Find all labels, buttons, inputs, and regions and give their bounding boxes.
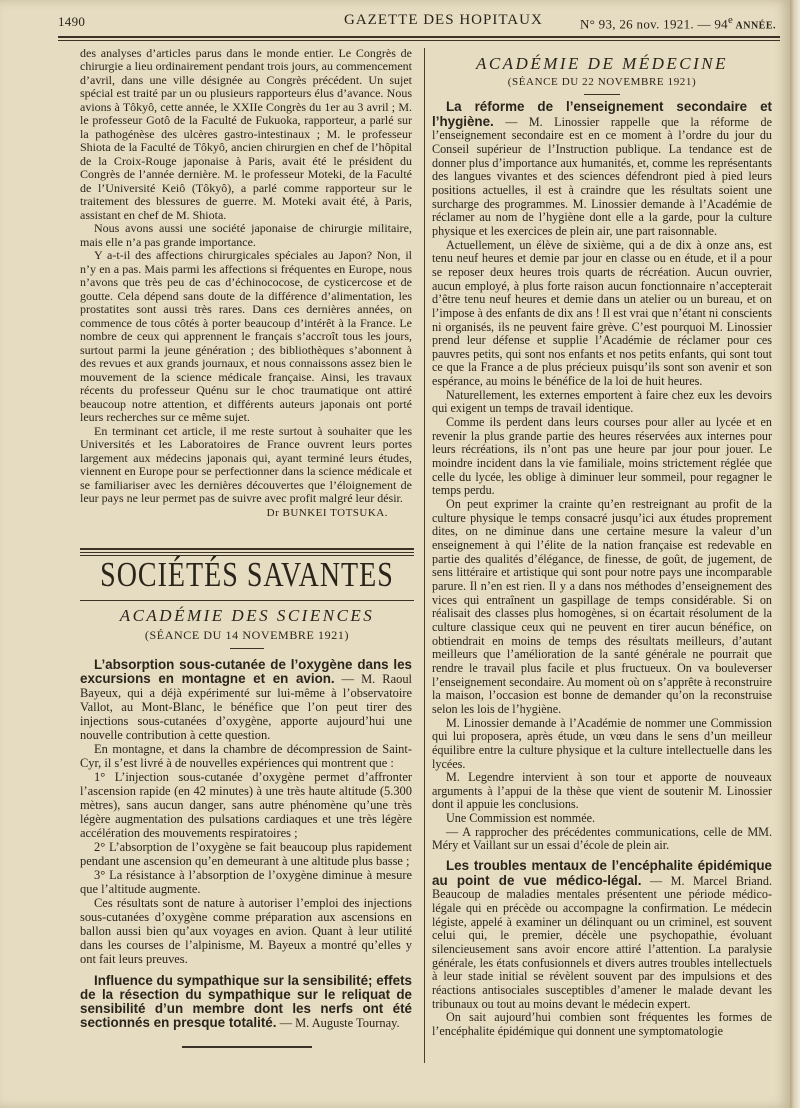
issue-year-label: ANNÉE. bbox=[733, 20, 776, 32]
paragraph: Nous avons aussi une société japonaise de chirurgie militaire, mais elle n’a pas grande importance. bbox=[80, 221, 412, 249]
issue-suffix: e bbox=[727, 14, 734, 26]
paragraph: Y a-t-il des affections chirurgicales spéciales au Japon? Non, il n’y en a pas. Mais parmi les affections si fréquentes en Europe, nous n’avons que très peu de cas d’échinococose, de cysticercose et de goutte. Cela dépend sans doute de la différence d’alimentation, les prostatites sont aussi très rares. Dans ces dernières années, on commence de tous côtés à porter beaucoup d’intérêt à la France. Le nombre de ceux qui apprennent le français s’accroît tous les jours, surtout parmi la jeune génération ; des bibliothèques s’abonnent à des revues et aux grands journaux, et nous connaissons assez bien le mouvement de la science médicale française. Ainsi, les travaux récents du professeur Quénu sur le choc traumatique ont attiré beaucoup notre attention, et différents auteurs japonais ont porté leurs recherches sur ce même sujet. bbox=[80, 248, 412, 425]
paragraph: M. Linossier demande à l’Académie de nommer une Commission qui lui proposera, après étude, un vœu dans le sens d’un meilleur équilibre entre la culture physique et la culture intellectuelle dans les lycées. bbox=[432, 715, 772, 771]
article-paragraph: La réforme de l’enseignement secondaire et l’hygiène. — M. Linossier rappelle que la réforme de l’enseignement secondaire est en ce moment à l’ordre du jour du Conseil supérieur de l’Instruction publique. La tendance est de donner plus d’importance aux humanités, et, comme les représentants des langues vivantes et des sciences défendront pied à pied leurs positions actuelles, il est à craindre que les résultats soient une surcharge des programmes. M. Linossier demande à l’Académie de réclamer au nom de l’hygiène dont elle a la garde, pour la culture physique et les exercices de plein air, une part raisonnable. bbox=[432, 99, 772, 238]
paragraph: En montagne, et dans la chambre de décompression de Saint-Cyr, il s’est livré à de nouvelles expériences qui montrent que : bbox=[80, 742, 412, 770]
paragraph: — A rapprocher des précédentes communications, celle de MM. Méry et Vaillant sur un essai d’école de plein air. bbox=[432, 824, 772, 853]
paragraph: Ces résultats sont de nature à autoriser l’emploi des injections sous-cutanées d’oxygène comme préparation aux ascensions en ballon aussi bien qu’aux voyages en avion. Quant à leur utilité dans les courses de l’alpinisme, M. Bayeux a montré qu’elles y ont fait leurs preuves. bbox=[80, 896, 412, 966]
paragraph: 2° L’absorption de l’oxygène se fait beaucoup plus rapidement pendant une ascension qu’en demeurant à une altitude plus basse ; bbox=[80, 840, 412, 868]
page-header bbox=[58, 10, 780, 32]
page-edge bbox=[790, 0, 800, 1108]
article-body: M. Raoul Bayeux, qui a déjà expérimenté sur lui-même à l’observatoire Vallot, au Mont-Blanc, le bénéfice que l’on peut tirer des injections sous-cutanées d’oxygène, apporte aujourd’hui une nouvelle contribution à cette question. bbox=[80, 672, 413, 742]
article-body: M. Auguste Tournay. bbox=[295, 1016, 400, 1030]
article-paragraph: Influence du sympathique sur la sensibilité; effets de la résection du sympathique sur le reliquat de sensibilité d’un membre dont les nerfs ont été sectionnés en presque totalité. — M. Auguste Tournay. bbox=[80, 973, 412, 1030]
issue-date: N° 93, 26 nov. 1921. — 94 bbox=[579, 16, 728, 32]
article-paragraph: Les troubles mentaux de l’encéphalite épidémique au point de vue médico-légal. — M. Marcel Briand. Beaucoup de maladies mentales présentent une période médico-légale qui en précède ou accompagne la confirmation. Le médecin légiste, appelé à examiner un délinquant ou un criminel, est souvent celui qui, le premier, décèle une psychopathie, évoluant silencieusement sans avoir encore attiré l’attention. La paralysie générale, les états confusionnels et divers autres troubles intellectuels à leur stade initial se révèlent souvent par des impulsions et des réactions antisociales susceptibles d’amener le malade devant les tribunaux ou tout au moins devant le médecin expert. bbox=[432, 858, 772, 1011]
article-lead: L’absorption sous-cutanée de l’oxygène dans les excursions en montagne et en avion. bbox=[80, 657, 412, 686]
left-column-article bbox=[80, 47, 412, 521]
paragraph: On sait aujourd’hui combien sont fréquentes les formes de l’encéphalite épidémique qui donnent une symptomatologie bbox=[432, 1010, 772, 1038]
paragraph: 3° La résistance à l’absorption de l’oxygène diminue à mesure que l’altitude augmente. bbox=[80, 868, 412, 896]
session-date: (SÉANCE DU 14 NOVEMBRE 1921) bbox=[144, 628, 350, 642]
header-rule bbox=[58, 36, 780, 38]
academy-medicine-title: ACADÉMIE DE MÉDECINE bbox=[475, 54, 729, 73]
article-body: M. Marcel Briand. Beaucoup de maladies mentales présentent une période médico-légale qui en précède ou accompagne la confirmation. Le médecin légiste, appelé à examiner un délinquant ou un criminel, est souvent celui qui, le premier, décèle une psychopathie, évoluant silencieusement sans avoir encore attiré l’attention. La paralysie générale, les états confusionnels et divers autres troubles intellectuels à leur stade initial se révèlent souvent par des impulsions et des réactions antisociales susceptibles d’amener le malade devant les tribunaux ou tout au moins devant le médecin expert. bbox=[432, 873, 772, 1011]
paragraph: Naturellement, les externes emportent à faire chez eux les devoirs qui exigent un temps de travail identique. bbox=[432, 387, 772, 416]
article-lead: La réforme de l’enseignement secondaire et l’hygiène. bbox=[432, 99, 772, 129]
article-lead: Influence du sympathique sur la sensibilité; effets de la résection du sympathique sur le reliquat de sensibilité d’un membre dont les nerfs ont été sectionnés en presque totalité. bbox=[80, 973, 412, 1030]
issue-info bbox=[580, 14, 776, 32]
article-body: M. Linossier rappelle que la réforme de l’enseignement secondaire est en ce moment à l’ordre du jour du Conseil supérieur de l’Instruction publique. La tendance est de donner plus d’importance aux humanités, et, comme les représentants des langues vivantes et des sciences défendront pied à pied leurs positions actuelles, il est à craindre que les résultats soient une surcharge des programmes. M. Linossier demande à l’Académie de réclamer au nom de l’hygiène dont elle a la garde, pour la culture physique et les exercices de plein air, une part raisonnable. bbox=[432, 114, 772, 238]
section-title: SOCIÉTÉS SAVANTES bbox=[100, 556, 394, 595]
session-date: (SÉANCE DU 22 NOVEMBRE 1921) bbox=[507, 76, 697, 88]
short-rule bbox=[230, 648, 264, 649]
header-rule-thin bbox=[58, 40, 780, 41]
bottom-rule bbox=[182, 1046, 312, 1048]
section-rule bbox=[80, 600, 414, 601]
paragraph: On peut exprimer la crainte qu’en restreignant au profit de la culture physique le temps consacré jusqu’ici aux études proprement dites, on ne diminue dans une certaine mesure la valeur d’un enseignement à qui l’élite de la nation française est redevable en partie des qualités d’élégance, de finesse, de goût, de jugement, de sens littéraire et artistique qui sont pour notre pays une incomparable parure. Il n’en est rien. Il y a dans nos méthodes d’enseignement des vices qui entraînent un gaspillage de temps considérable. Si on réalisait des classes plus homogènes, si on écartait résolument de la culture classique ceux qui ne peuvent en tirer aucun bénéfice, on obtiendrait en moins de temps des résultats meilleurs, d’autant meilleurs que l’amélioration de la santé générale ne pourrait que rendre le travail plus facile et plus fructueux. On va bouleverser l’enseignement secondaire. Au moment où on s’apprête à reconstruire la maison, l’occasion est bonne de demander qu’on la reconstruise selon les lois de l’hygiène. bbox=[432, 497, 772, 716]
article-lead: Les troubles mentaux de l’encéphalite épidémique au point de vue médico-légal. bbox=[432, 858, 772, 888]
short-rule bbox=[584, 94, 620, 95]
author-signature: Dr BUNKEI TOTSUKA. bbox=[266, 507, 388, 520]
paragraph: des analyses d’articles parus dans le monde entier. Le Congrès de chirurgie a lieu ordinairement pendant trois jours, au commencement d’avril, dans une ville désignée au Congrès précédent. Un sujet spécial est traité par un ou plusieurs rapporteurs élus d’avance. Nous avions à Tôkyô, cette année, le XXIIe Congrès du 1er au 3 avril ; M. le professeur Gotô de la Faculté de Fukuoka, rapporteur, a parlé sur la pathogénèse des ulcères gastro-intestinaux ; M. le professeur Shiota de la Faculté de Tôkyô, ancien chirurgien en chef de l’hôpital de la Croix-Rouge japonaise à Paris, avait été le président du Congrès de l’année dernière. M. le professeur Moteki, de la Faculté de l’Université Keiô (Tôkyô), a parlé comme rapporteur sur le traitement des blessures de guerre. M. Moteki avait été, à Paris, assistant en chef de M. Shiota. bbox=[80, 46, 412, 222]
section-divider bbox=[80, 548, 414, 556]
academy-medicine-body bbox=[432, 100, 772, 1039]
academy-sciences-body bbox=[80, 658, 412, 1030]
article-paragraph: L’absorption sous-cutanée de l’oxygène dans les excursions en montagne et en avion. — M. Raoul Bayeux, qui a déjà expérimenté sur lui-même à l’observatoire Vallot, au Mont-Blanc, le bénéfice que l’on peut tirer des injections sous-cutanées d’oxygène, apporte aujourd’hui une nouvelle contribution à cette question. bbox=[80, 657, 413, 742]
column-separator bbox=[424, 48, 425, 1063]
paragraph: Comme ils perdent dans leurs courses pour aller au lycée et en revenir la plus grande partie des heures réservées aux internes pour leurs récréations, ils n’ont pas une heure par jour pour jouer. Le moindre incident dans la vie familiale, moins strictement réglée que celle du lycée, les oblige à diminuer leur sommeil, pour regagner le temps perdu. bbox=[432, 415, 772, 498]
paragraph: M. Legendre intervient à son tour et apporte de nouveaux arguments à l’appui de la thèse que vient de soutenir M. Linossier dont il appuie les conclusions. bbox=[432, 770, 772, 812]
paragraph: Actuellement, un élève de sixième, qui a de dix à onze ans, est tenu neuf heures et demie par jour en classe ou en étude, et il a pour se reposer deux heures trois quarts de récréation. Aucun ouvrier, aucun employé, à plus forte raison aucun fonctionnaire n’accepterait d’être tenu neuf heures et demie dans un atelier ou un bureau, et on l’impose à des enfants de dix ans ! Il est vrai que n’étant ni conscients ni organisés, ils ne peuvent faire grève. C’est pourquoi M. Linossier prend leur défense et supplie l’Académie de réclamer pour ces pauvres petits, qui sont nos enfants et nos petits enfants, qui sont tout ce que la France a de plus précieux puisqu’ils sont son avenir et son espérance, au moins le bénéfice de la loi de huit heures. bbox=[432, 237, 772, 389]
paragraph: Une Commission est nommée. bbox=[446, 811, 596, 826]
paragraph: En terminant cet article, il me reste surtout à souhaiter que les Universités et les Laboratoires de France ouvrent leurs portes largement aux médecins japonais qui, ayant terminé leurs études, viennent en Europe pour se perfectionner dans la science médicale et se familiariser avec les dernières découvertes que l’éloignement de leur pays ne leur permet pas de suivre avec profit malgré leur désir. bbox=[80, 423, 412, 505]
page-number: 1490 bbox=[58, 14, 86, 29]
paragraph: 1° L’injection sous-cutanée d’oxygène permet d’affronter l’ascension rapide (en 42 minutes) à une très haute altitude (5.300 mètres), sans aucun danger, sans autre phénomène qu’une très légère augmentation des pulsations cardiaques et une très légère accélération des mouvements respiratoires ; bbox=[80, 770, 412, 840]
academy-sciences-title: ACADÉMIE DES SCIENCES bbox=[119, 606, 375, 625]
journal-title: GAZETTE DES HOPITAUX bbox=[344, 12, 543, 28]
